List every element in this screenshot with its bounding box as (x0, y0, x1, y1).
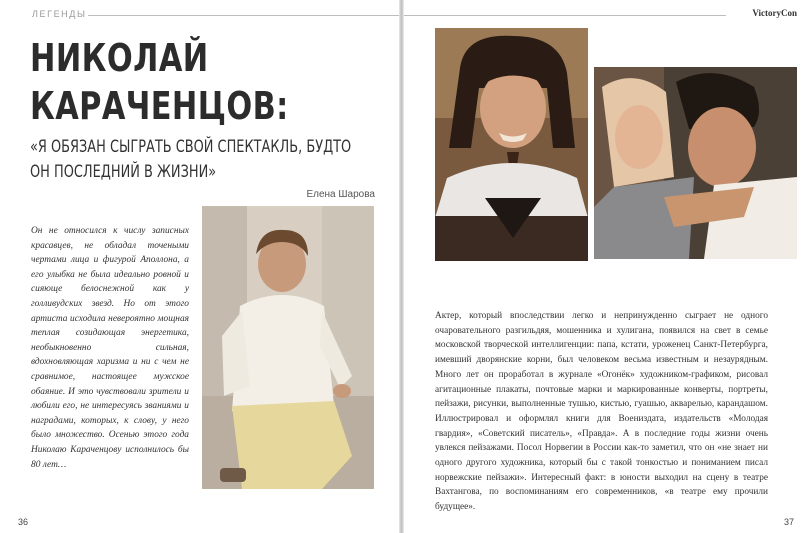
author-byline: Елена Шарова (306, 189, 375, 200)
article-title (30, 34, 289, 130)
portrait-photo-graphic (202, 206, 374, 489)
body-paragraph: Актер, который впоследствии легко и непринужденно сыграет не одного очаровательного разгильдяя, мошенника и хулигана, появился на свет в семье московской творческой интеллигенции: папа, кстати, уроженец Санкт-Петербурга, имевший дворянские корни, был человеком весьма известным и незаурядным. Много лет он проработал в журнале «Огонёк» художником-графиком, рисовал агитационные плакаты, почтовые марки и маркированные конверты, портреты, пейзажи, рисунки, выполненные тушью, кистью, гуашью, акварелью, карандашом. Иллюстрировал и оформлял книги для Воениздата, издательств «Молодая гвардия», «Советский писатель», «Правда». А в последние годы жизни очень увлекся пейзажами. Посол Норвегии в России как-то заметил, что он «не знает ни одного другого художника, который бы с такой тонкостью и пониманием писал норвежские пейзажи». Интересный факт: в юности выходил на сцену в театре Вахтангова, по воспоминаниям его современников, «в театре ему прочили будущее». (435, 311, 768, 513)
page-number: 36 (18, 517, 29, 527)
title-line-1: НИКОЛАЙ (30, 36, 209, 80)
right-page (404, 0, 807, 533)
header-rule (404, 15, 726, 16)
title-line-2: КАРАЧЕНЦОВ: (30, 84, 289, 128)
brand-name: VictoryCon (752, 8, 797, 18)
film-still-graphic (594, 67, 797, 259)
musketeer-photo-graphic (435, 28, 588, 261)
musketeer-photo (435, 28, 588, 261)
header-rule (88, 15, 399, 16)
lead-paragraph: Он не относился к числу записных красавцев, не обладал точеными чертами лица и фигурой Аполлона, а его улыбка не была идеально ровной и сияюще белоснежной как у голливудских звезд. Но от этого артиста исходила невероятно мощная теплая созидающая энергетика, необыкновенно сильная, вдохновляющая харизма и ни с чем не сравнимое, настоящее мужское обаяние. И это чувствовали зрители и любили его, не интересуясь званиями и наградами, которых, к слову, у него было множество. Осенью этого года Николаю Караченцову исполнилось бы 80 лет… (31, 226, 189, 470)
article-subtitle: «Я ОБЯЗАН СЫГРАТЬ СВОЙ СПЕКТАКЛЬ, БУДТО ОН ПОСЛЕДНИЙ В ЖИЗНИ» (30, 137, 352, 182)
film-still-photo (594, 67, 797, 259)
page-number: 37 (783, 517, 794, 527)
left-page (0, 0, 399, 533)
portrait-photo (202, 206, 374, 489)
section-label: ЛЕГЕНДЫ (32, 9, 87, 19)
